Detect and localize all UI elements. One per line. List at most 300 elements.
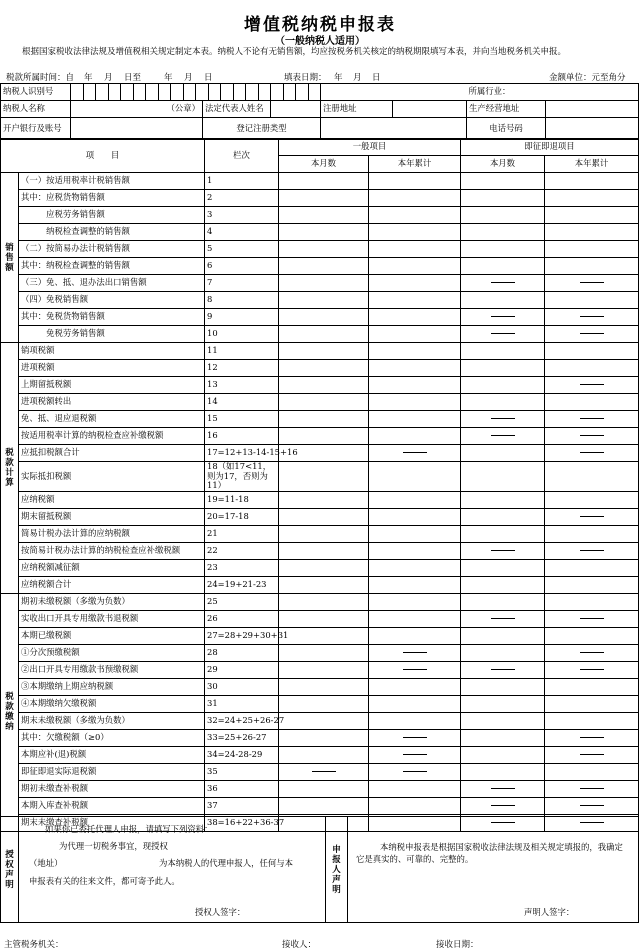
- row-value-cell[interactable]: [279, 508, 369, 525]
- table-row: [1, 445, 639, 462]
- phone-field[interactable]: [546, 118, 639, 140]
- main-header-row-1: [1, 139, 639, 156]
- row-value-cell[interactable]: [461, 695, 545, 712]
- biz-address-field[interactable]: [546, 101, 639, 118]
- decl-sign-label: 声明人签字：: [524, 907, 575, 917]
- row-value-cell[interactable]: [369, 576, 461, 593]
- section-calc-label: 税款计算: [5, 447, 14, 488]
- row-item-label: 期初未缴税额（多缴为负数）: [19, 593, 205, 610]
- row-lanci: 30: [205, 678, 279, 695]
- row-value-dash: [545, 746, 639, 763]
- row-value-cell[interactable]: [369, 258, 461, 275]
- row-value-dash: [461, 780, 545, 797]
- table-row: [1, 377, 639, 394]
- dash-mark: [580, 754, 604, 755]
- row-value-cell[interactable]: [545, 394, 639, 411]
- period-to-day: 日: [204, 73, 213, 83]
- row-value-cell[interactable]: [279, 292, 369, 309]
- phone-label: 电话号码: [467, 118, 546, 140]
- row-value-dash: [545, 445, 639, 462]
- form-title: 增值税纳税申报表: [244, 15, 396, 35]
- auth-line-4: 申报表有关的往来文件，都可寄予此人。: [29, 876, 180, 886]
- row-value-cell[interactable]: [461, 627, 545, 644]
- row-value-cell[interactable]: [461, 292, 545, 309]
- row-item-label: 即征即退实际退税额: [19, 763, 205, 780]
- row-value-cell[interactable]: [545, 224, 639, 241]
- row-value-cell[interactable]: [369, 275, 461, 292]
- row-item-label: 期末未缴税额（多缴为负数）: [19, 712, 205, 729]
- row-value-cell[interactable]: [461, 445, 545, 462]
- row-value-cell[interactable]: [279, 190, 369, 207]
- dash-mark: [491, 550, 515, 551]
- row-value-dash: [369, 746, 461, 763]
- row-value-cell[interactable]: [279, 224, 369, 241]
- auth-line-2: 为代理一切税务事宜，现授权: [59, 841, 168, 851]
- row-value-cell[interactable]: [369, 610, 461, 627]
- row-value-cell[interactable]: [545, 462, 639, 492]
- row-item-label: 纳税检查调整的销售额: [19, 224, 205, 241]
- period-from-year: 年: [84, 73, 93, 83]
- row-value-cell[interactable]: [545, 491, 639, 508]
- dash-mark: [403, 652, 427, 653]
- row-value-cell[interactable]: [369, 173, 461, 190]
- row-value-cell[interactable]: [279, 695, 369, 712]
- row-value-cell[interactable]: [461, 712, 545, 729]
- row-value-cell[interactable]: [369, 411, 461, 428]
- reg-type-field[interactable]: [321, 118, 467, 140]
- dash-mark: [403, 771, 427, 772]
- id-digit-box[interactable]: [196, 84, 209, 100]
- legal-rep-field[interactable]: [271, 101, 321, 118]
- id-digit-box[interactable]: [284, 84, 297, 100]
- row-value-cell[interactable]: [461, 491, 545, 508]
- receive-date-label: 接收日期：: [436, 940, 479, 950]
- auth-title: 授权声明: [5, 849, 14, 890]
- dash-mark: [491, 435, 515, 436]
- row-value-cell[interactable]: [461, 377, 545, 394]
- dash-mark: [580, 805, 604, 806]
- row-value-dash: [461, 275, 545, 292]
- row-value-cell[interactable]: [369, 343, 461, 360]
- row-value-cell[interactable]: [461, 241, 545, 258]
- row-value-cell[interactable]: [545, 190, 639, 207]
- row-value-cell[interactable]: [545, 678, 639, 695]
- row-value-cell[interactable]: [461, 525, 545, 542]
- row-value-dash: [369, 763, 461, 780]
- row-item-label: ①分次预缴税额: [19, 644, 205, 661]
- id-digit-box[interactable]: [271, 84, 284, 100]
- row-value-dash: [461, 411, 545, 428]
- row-item-label: 其中：纳税检查调整的销售额: [19, 258, 205, 275]
- row-lanci: 16: [205, 428, 279, 445]
- row-value-cell[interactable]: [545, 525, 639, 542]
- taxpayer-id-label: 纳税人识别号: [1, 84, 71, 101]
- row-value-cell[interactable]: [545, 343, 639, 360]
- row-item-label: 应抵扣税额合计: [19, 445, 205, 462]
- row-value-cell[interactable]: [545, 712, 639, 729]
- row-value-dash: [461, 428, 545, 445]
- row-value-cell[interactable]: [461, 360, 545, 377]
- row-value-cell[interactable]: [279, 559, 369, 576]
- form-notice: 根据国家税收法律法规及增值税相关规定制定本表。纳税人不论有无销售额，均应按税务机关核定的纳税期限填写本表，并向当地税务机关申报。: [22, 47, 567, 57]
- row-value-cell[interactable]: [545, 559, 639, 576]
- id-digit-box[interactable]: [209, 84, 222, 100]
- row-lanci: 11: [205, 343, 279, 360]
- row-lanci: 21: [205, 525, 279, 542]
- row-value-cell[interactable]: [369, 292, 461, 309]
- row-item-label: 本期入库查补税额: [19, 797, 205, 814]
- row-value-cell[interactable]: [461, 394, 545, 411]
- taxpayer-name-label: 纳税人名称: [1, 101, 71, 118]
- row-value-cell[interactable]: [545, 360, 639, 377]
- row-value-cell[interactable]: [279, 377, 369, 394]
- table-row: [1, 190, 639, 207]
- row-value-cell[interactable]: [369, 394, 461, 411]
- row-value-dash: [545, 729, 639, 746]
- row-item-label: （三）免、抵、退办法出口销售额: [19, 275, 205, 292]
- id-digit-box[interactable]: [184, 84, 197, 100]
- row-value-dash: [369, 644, 461, 661]
- row-value-cell[interactable]: [369, 695, 461, 712]
- row-lanci: 24=19+21-23: [205, 576, 279, 593]
- section-pay-cell: [1, 593, 19, 831]
- section-sales-label: 销售额: [5, 242, 14, 273]
- row-value-cell[interactable]: [461, 508, 545, 525]
- row-value-dash: [545, 508, 639, 525]
- row-value-cell[interactable]: [369, 462, 461, 492]
- tax-office-label: 主管税务机关：: [4, 940, 64, 950]
- row-value-cell[interactable]: [279, 593, 369, 610]
- table-row: [1, 224, 639, 241]
- seal-label: （公章）: [71, 101, 203, 118]
- row-item-label: 免税劳务销售额: [19, 326, 205, 343]
- row-value-cell[interactable]: [545, 207, 639, 224]
- row-value-dash: [461, 309, 545, 326]
- table-row: [1, 309, 639, 326]
- bank-field[interactable]: [71, 118, 203, 140]
- row-value-dash: [461, 326, 545, 343]
- dash-mark: [491, 316, 515, 317]
- row-value-cell[interactable]: [279, 462, 369, 492]
- row-value-cell[interactable]: [369, 678, 461, 695]
- id-digit-box[interactable]: [146, 84, 159, 100]
- dash-mark: [312, 771, 336, 772]
- table-row: [1, 678, 639, 695]
- row-value-cell[interactable]: [279, 309, 369, 326]
- period-to-month: 月: [184, 73, 193, 83]
- row-lanci: 28: [205, 644, 279, 661]
- table-row: [1, 610, 639, 627]
- row-lanci: 36: [205, 780, 279, 797]
- info-row-name: [1, 101, 639, 118]
- id-digit-box[interactable]: [134, 84, 147, 100]
- row-value-cell[interactable]: [279, 525, 369, 542]
- row-value-cell[interactable]: [461, 763, 545, 780]
- row-value-cell[interactable]: [461, 593, 545, 610]
- row-lanci: 37: [205, 797, 279, 814]
- reg-address-label: 注册地址: [321, 101, 393, 118]
- row-lanci: 4: [205, 224, 279, 241]
- id-digit-box[interactable]: [221, 84, 234, 100]
- id-digit-box[interactable]: [121, 84, 134, 100]
- row-value-cell[interactable]: [279, 394, 369, 411]
- row-item-label: 按适用税率计算的纳税检查应补缴税额: [19, 428, 205, 445]
- general-header: 一般项目: [279, 139, 461, 156]
- dash-mark: [491, 805, 515, 806]
- immediate-ytd-header: 本年累计: [545, 156, 639, 173]
- row-value-cell[interactable]: [369, 360, 461, 377]
- row-value-cell[interactable]: [279, 173, 369, 190]
- row-value-cell[interactable]: [545, 763, 639, 780]
- row-value-cell[interactable]: [279, 661, 369, 678]
- row-item-label: 应纳税额合计: [19, 576, 205, 593]
- row-value-cell[interactable]: [279, 491, 369, 508]
- row-lanci: 26: [205, 610, 279, 627]
- dash-mark: [403, 737, 427, 738]
- dash-mark: [491, 669, 515, 670]
- info-row-id: [1, 84, 639, 101]
- dash-mark: [491, 618, 515, 619]
- row-lanci: 13: [205, 377, 279, 394]
- row-value-cell[interactable]: [369, 241, 461, 258]
- immediate-header: 即征即退项目: [461, 139, 639, 156]
- row-value-cell[interactable]: [369, 491, 461, 508]
- row-value-cell[interactable]: [545, 627, 639, 644]
- row-value-cell[interactable]: [279, 729, 369, 746]
- row-value-dash: [461, 542, 545, 559]
- id-digit-box[interactable]: [109, 84, 122, 100]
- row-value-cell[interactable]: [279, 610, 369, 627]
- row-value-cell[interactable]: [279, 207, 369, 224]
- id-digit-box[interactable]: [234, 84, 247, 100]
- auth-line-3b: 为本纳税人的代理申报人，任何与本: [159, 858, 293, 868]
- table-row: [1, 559, 639, 576]
- row-lanci: 5: [205, 241, 279, 258]
- fill-date-label: 填表日期：: [284, 73, 327, 83]
- row-item-label: （二）按简易办法计税销售额: [19, 241, 205, 258]
- row-item-label: 上期留抵税额: [19, 377, 205, 394]
- row-value-cell[interactable]: [369, 326, 461, 343]
- immediate-month-header: 本月数: [461, 156, 545, 173]
- id-digit-box[interactable]: [259, 84, 272, 100]
- dash-mark: [580, 737, 604, 738]
- receiver-label: 接收人：: [282, 940, 317, 950]
- row-lanci: 17=12+13-14-15+16: [205, 445, 279, 462]
- row-value-dash: [545, 275, 639, 292]
- row-value-cell[interactable]: [461, 224, 545, 241]
- dash-mark: [580, 418, 604, 419]
- table-row: [1, 729, 639, 746]
- row-item-label: 本期应补(退)税额: [19, 746, 205, 763]
- row-value-cell[interactable]: [279, 627, 369, 644]
- row-value-cell[interactable]: [279, 343, 369, 360]
- id-digit-box[interactable]: [309, 84, 321, 100]
- id-digit-box[interactable]: [246, 84, 259, 100]
- info-row-bank: [1, 118, 639, 140]
- auth-line-3a: （地址）: [29, 858, 63, 868]
- row-value-cell[interactable]: [461, 462, 545, 492]
- row-lanci: 29: [205, 661, 279, 678]
- taxpayer-id-grid[interactable]: [71, 84, 321, 101]
- row-value-cell[interactable]: [369, 377, 461, 394]
- row-item-label: 本期已缴税额: [19, 627, 205, 644]
- row-lanci: 2: [205, 190, 279, 207]
- row-value-cell[interactable]: [369, 627, 461, 644]
- row-value-dash: [461, 661, 545, 678]
- row-lanci: 7: [205, 275, 279, 292]
- row-value-cell[interactable]: [279, 712, 369, 729]
- id-digit-box[interactable]: [84, 84, 97, 100]
- row-value-cell[interactable]: [545, 576, 639, 593]
- table-row: [1, 428, 639, 445]
- row-value-cell[interactable]: [279, 241, 369, 258]
- row-value-cell[interactable]: [461, 644, 545, 661]
- row-value-cell[interactable]: [369, 559, 461, 576]
- row-value-cell[interactable]: [461, 207, 545, 224]
- row-value-cell[interactable]: [369, 508, 461, 525]
- row-item-label: 进项税额: [19, 360, 205, 377]
- table-row: [1, 661, 639, 678]
- section-sales-cell: [1, 173, 19, 343]
- row-value-cell[interactable]: [279, 258, 369, 275]
- dash-mark: [580, 435, 604, 436]
- row-lanci: 25: [205, 593, 279, 610]
- row-item-label: 期末留抵税额: [19, 508, 205, 525]
- row-value-dash: [545, 411, 639, 428]
- id-digit-box[interactable]: [159, 84, 172, 100]
- table-row: [1, 525, 639, 542]
- decl-text: 本纳税申报表是根据国家税收法律法规及相关规定填报的，我确定它是真实的、可靠的、完整的。: [356, 842, 623, 864]
- row-value-cell[interactable]: [279, 542, 369, 559]
- row-value-cell[interactable]: [461, 678, 545, 695]
- row-lanci: 9: [205, 309, 279, 326]
- general-ytd-header: 本年累计: [369, 156, 461, 173]
- row-value-cell[interactable]: [461, 746, 545, 763]
- taxpayer-id-blank[interactable]: [321, 84, 467, 101]
- row-lanci: 27=28+29+30+31: [205, 627, 279, 644]
- row-value-dash: [545, 610, 639, 627]
- dash-mark: [491, 788, 515, 789]
- row-value-cell[interactable]: [369, 190, 461, 207]
- row-value-cell[interactable]: [369, 780, 461, 797]
- row-value-cell[interactable]: [369, 712, 461, 729]
- row-value-dash: [545, 644, 639, 661]
- row-value-cell[interactable]: [279, 644, 369, 661]
- row-value-cell[interactable]: [279, 678, 369, 695]
- row-value-cell[interactable]: [279, 326, 369, 343]
- row-value-dash: [545, 661, 639, 678]
- fill-date-year: 年: [334, 73, 343, 83]
- row-value-cell[interactable]: [545, 292, 639, 309]
- row-value-cell[interactable]: [369, 593, 461, 610]
- row-value-cell[interactable]: [279, 746, 369, 763]
- row-value-cell[interactable]: [369, 525, 461, 542]
- row-value-cell[interactable]: [369, 428, 461, 445]
- row-value-cell[interactable]: [545, 173, 639, 190]
- decl-title-cell: [326, 817, 348, 923]
- row-value-cell[interactable]: [369, 207, 461, 224]
- row-value-cell[interactable]: [279, 576, 369, 593]
- row-item-label: 实收出口开具专用缴款书退税额: [19, 610, 205, 627]
- row-item-label: （四）免税销售额: [19, 292, 205, 309]
- row-value-cell[interactable]: [279, 275, 369, 292]
- row-item-label: ④本期缴纳欠缴税额: [19, 695, 205, 712]
- row-value-cell[interactable]: [369, 542, 461, 559]
- row-value-dash: [369, 661, 461, 678]
- row-item-label: （一）按适用税率计税销售额: [19, 173, 205, 190]
- decl-content: [348, 817, 639, 923]
- row-item-label: 应税劳务销售额: [19, 207, 205, 224]
- row-value-dash: [545, 326, 639, 343]
- table-row: [1, 394, 639, 411]
- row-lanci: 6: [205, 258, 279, 275]
- row-value-cell[interactable]: [461, 576, 545, 593]
- table-row: [1, 763, 639, 780]
- row-item-label: 期初未缴查补税额: [19, 780, 205, 797]
- row-item-label: 实际抵扣税额: [19, 462, 205, 492]
- row-value-cell[interactable]: [369, 224, 461, 241]
- row-value-cell[interactable]: [279, 360, 369, 377]
- main-table: [0, 138, 639, 832]
- row-value-cell[interactable]: [461, 173, 545, 190]
- row-value-cell[interactable]: [545, 258, 639, 275]
- reg-address-field[interactable]: [393, 101, 467, 118]
- table-row: [1, 292, 639, 309]
- reg-type-label: 登记注册类型: [203, 118, 321, 140]
- lanci-header: 栏次: [205, 139, 279, 173]
- dash-mark: [491, 282, 515, 283]
- row-value-dash: [461, 610, 545, 627]
- row-value-cell[interactable]: [545, 593, 639, 610]
- row-value-cell[interactable]: [461, 729, 545, 746]
- row-value-cell[interactable]: [461, 559, 545, 576]
- section-calc-cell: [1, 343, 19, 594]
- table-row: [1, 275, 639, 292]
- row-value-cell[interactable]: [461, 190, 545, 207]
- row-value-cell[interactable]: [461, 343, 545, 360]
- id-digit-box[interactable]: [296, 84, 309, 100]
- row-value-cell[interactable]: [545, 695, 639, 712]
- row-value-cell[interactable]: [461, 258, 545, 275]
- row-value-cell[interactable]: [279, 428, 369, 445]
- row-value-cell[interactable]: [279, 411, 369, 428]
- id-digit-box[interactable]: [171, 84, 184, 100]
- section-pay-label: 税款缴纳: [5, 692, 14, 732]
- row-value-cell[interactable]: [369, 309, 461, 326]
- dash-mark: [403, 669, 427, 670]
- row-value-cell[interactable]: [545, 241, 639, 258]
- table-row: [1, 326, 639, 343]
- row-lanci: 32=24+25+26-27: [205, 712, 279, 729]
- table-row: [1, 746, 639, 763]
- id-digit-box[interactable]: [71, 84, 84, 100]
- row-value-cell[interactable]: [279, 780, 369, 797]
- id-digit-box[interactable]: [96, 84, 109, 100]
- row-value-cell[interactable]: [279, 797, 369, 814]
- table-row: [1, 462, 639, 492]
- row-lanci: 22: [205, 542, 279, 559]
- row-item-label: 销项税额: [19, 343, 205, 360]
- row-lanci: 18（如17<11，则为17，否则为11）: [205, 462, 279, 492]
- row-lanci: 35: [205, 763, 279, 780]
- dash-mark: [580, 384, 604, 385]
- taxpayer-info-table: [0, 83, 639, 140]
- row-lanci: 14: [205, 394, 279, 411]
- bank-label: 开户银行及账号: [1, 118, 71, 140]
- table-row: [1, 491, 639, 508]
- row-value-cell[interactable]: [369, 797, 461, 814]
- period-to-year: 年: [164, 73, 173, 83]
